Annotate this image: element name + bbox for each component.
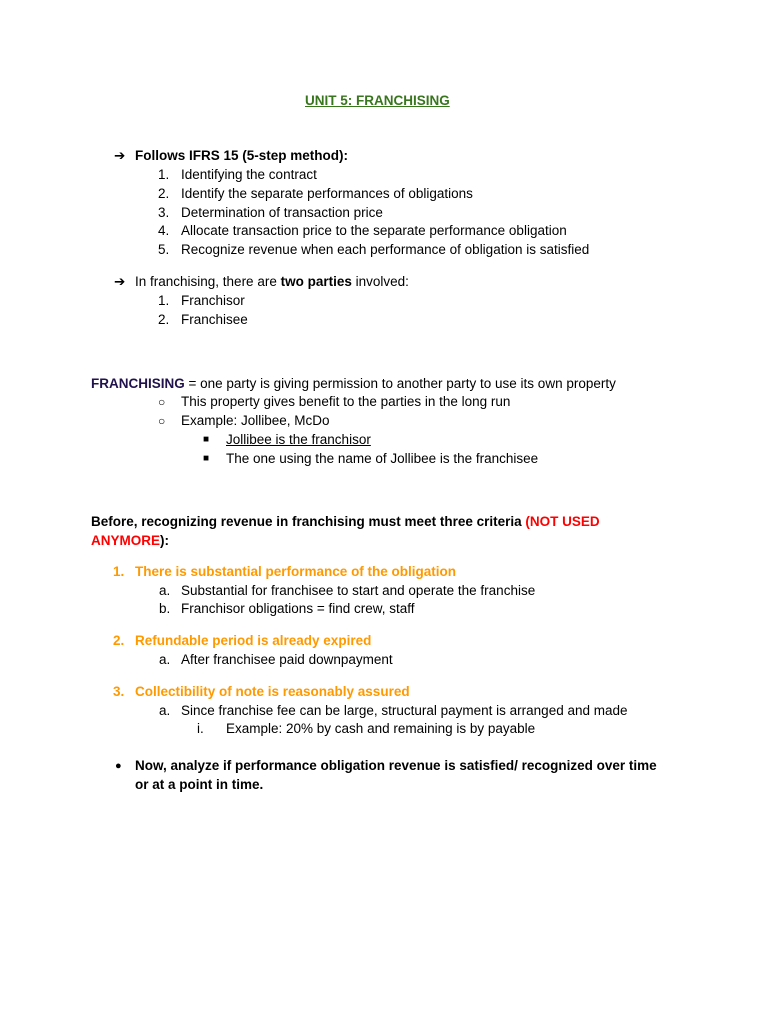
franchising-definition [91,375,616,393]
list-letter: a. [159,703,171,718]
list-item: Recognize revenue when each performance of obligation is satisfied [181,242,590,257]
criterion-heading: Collectibility of note is reasonably assured [135,684,410,699]
list-item: Example: Jollibee, McDo [181,413,330,428]
criterion-heading: Refundable period is already expired [135,633,372,648]
list-number: 2. [158,312,170,327]
definition-term: FRANCHISING [91,376,185,391]
criteria-intro-bold: Before, recognizing revenue in franchising must meet three criteria [91,514,526,529]
circle-bullet-icon: ○ [158,395,166,409]
arrow-bullet-icon: ➔ [114,274,126,289]
list-item: The one using the name of Jollibee is the franchisee [226,451,539,466]
arrow-bullet-icon: ➔ [114,148,126,163]
list-number: 2. [158,186,170,201]
list-number: 5. [158,242,170,257]
criterion-number: 2. [113,633,125,648]
criteria-intro-bold: ): [160,533,170,548]
square-bullet-icon: ■ [203,434,210,445]
list-letter: a. [159,583,171,598]
criteria-intro-red: ANYMORE [91,533,161,548]
list-item: Franchisee [181,312,248,327]
list-item: Substantial for franchisee to start and operate the franchise [181,583,536,598]
list-letter: b. [159,601,171,616]
list-roman: i. [197,721,204,736]
parties-pre: In franchising, there are [135,274,281,289]
list-item: Allocate transaction price to the separate performance obligation [181,223,567,238]
list-item: Franchisor obligations = find crew, staff [181,601,415,616]
list-item: After franchisee paid downpayment [181,652,393,667]
parties-bold: two parties [280,274,352,289]
closing-line1: Now, analyze if performance obligation revenue is satisfied/ recognized over time [135,758,657,773]
list-number: 1. [158,293,170,308]
list-item: Determination of transaction price [181,205,383,220]
list-letter: a. [159,652,171,667]
list-item: Identify the separate performances of obligations [181,186,473,201]
criteria-intro-red: (NOT USED [525,514,600,529]
list-item: Since franchise fee can be large, structural payment is arranged and made [181,703,628,718]
square-bullet-icon: ■ [203,453,210,464]
definition-text: = one party is giving permission to another party to use its own property [184,376,616,391]
parties-post: involved: [351,274,409,289]
ifrs-heading: Follows IFRS 15 (5-step method): [135,148,349,163]
list-number: 3. [158,205,170,220]
criteria-intro-line1 [91,513,600,531]
list-item: Example: 20% by cash and remaining is by payable [226,721,536,736]
list-number: 1. [158,167,170,182]
dot-bullet-icon: ● [115,760,122,772]
criterion-number: 1. [113,564,125,579]
list-item: Identifying the contract [181,167,317,182]
criterion-heading: There is substantial performance of the obligation [135,564,457,579]
list-item: This property gives benefit to the parties in the long run [181,394,511,409]
list-item: Franchisor [181,293,245,308]
criteria-intro-line2 [91,532,169,550]
list-number: 4. [158,223,170,238]
closing-line2: or at a point in time. [135,777,264,792]
list-item: Jollibee is the franchisor [226,432,371,447]
page-title: UNIT 5: FRANCHISING [305,93,450,108]
criterion-number: 3. [113,684,125,699]
circle-bullet-icon: ○ [158,414,166,428]
parties-intro [135,273,409,291]
